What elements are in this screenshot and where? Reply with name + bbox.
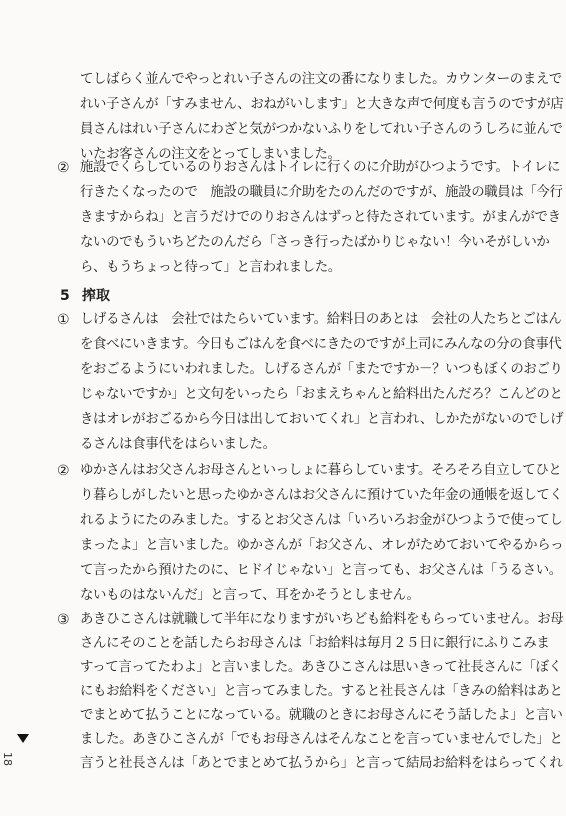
text-line: すって言ってたわよ」と言いました。あきひこさんは思いきって社長さんに「ぼく [80, 660, 562, 675]
text-line: り暮らしがしたいと思ったゆかさんはお父さんに預けていた年金の通帳を返してく [80, 488, 563, 503]
item-number: ③ [57, 612, 70, 628]
page-number: 18 [1, 752, 14, 766]
text-line: さんにそのことを話したらお母さんは「お給料は毎月２５日に銀行にふりこみま [80, 636, 550, 651]
text-line: をおごるようにいわれました。しげるさんが「またですか－？いつもぼくのおごり [80, 362, 563, 377]
text-line: 行きたくなったので 施設の職員に介助をたのんだのですが、施設の職員は「今行 [80, 185, 563, 200]
text-line: ら、もうちょっと待って」と言われました。 [80, 260, 341, 275]
text-line: じゃないですか」と文句をいったら「おまえちゃんと給料出たんだろ？こんどのと [80, 387, 563, 402]
text-line: いたお客さんの注文をとってしまいました。 [80, 147, 341, 162]
text-line: あきひこさんは就職して半年になりますがいちども給料をもらっていません。お母 [80, 612, 564, 627]
text-line: 言うと社長さんは「あとでまとめて払うから」と言って結局お給料をはらってくれ [80, 756, 563, 771]
text-line: 員さんはれい子さんにわざと気がつかないふりをしてれい子さんのうしろに並んで [80, 122, 563, 137]
text-line: 施設でくらしているのりおさんはトイレに行くのに介助がひつようです。トイレに [80, 160, 561, 175]
text-line: しげるさんは 会社ではたらいています。給料日のあとは 会社の人たちとごはん [80, 312, 562, 327]
text-line: てしばらく並んでやっとれい子さんの注文の番になりました。カウンターのまえで [80, 72, 562, 87]
text-line: ないものはないんだ」と言って、耳をかそうとしません。 [80, 588, 420, 603]
item-number: ① [57, 312, 70, 328]
item-number: ② [57, 463, 70, 479]
text-line: を食べにいきます。今日もごはんを食べにきたのですが上司にみんなの分の食事代 [80, 337, 562, 352]
text-line: でまとめて払うことになっている。就職のときにお母さんにそう話したよ」と言い [80, 708, 563, 723]
text-line: るさんは食事代をはらいました。 [80, 437, 276, 452]
text-line: きはオレがおごるから今日は出しておいてくれ」と言われ、しかたがないのでしげ [80, 412, 564, 427]
text-line: まったよ」と言いました。ゆかさんが「お父さん、オレがためておいてやるからっ [80, 538, 564, 553]
item-number: ② [57, 160, 70, 176]
text-line: れるようにたのみました。するとお父さんは「いろいろお金がひつようで使ってし [80, 513, 563, 528]
section-title: 搾取 [82, 288, 110, 304]
text-line: て言ったから預けたのに、ヒドイじゃない」と言っても、お父さんは「うるさい。 [80, 563, 562, 578]
text-line: ました。あきひこさんが「でもお母さんはそんなことを言っていませんでした」と [80, 732, 563, 747]
triangle-marker-icon [17, 734, 29, 743]
text-line: ないのでもういちどたのんだら「さっき行ったばかりじゃない！今いそがしいか [80, 235, 550, 250]
text-line: きますからね」と言うだけでのりおさんはずっと待たされています。がまんができ [80, 210, 561, 225]
text-line: にもお給料をください」と言ってみました。すると社長さんは「きみの給料はあと [80, 684, 563, 699]
text-line: ゆかさんはお父さんお母さんといっしょに暮らしています。そろそろ自立してひと [80, 463, 562, 478]
text-line: れい子さんが「すみません、おねがいします」と大きな声で何度も言うのですが店 [80, 97, 564, 112]
section-number: 5 [60, 288, 70, 304]
